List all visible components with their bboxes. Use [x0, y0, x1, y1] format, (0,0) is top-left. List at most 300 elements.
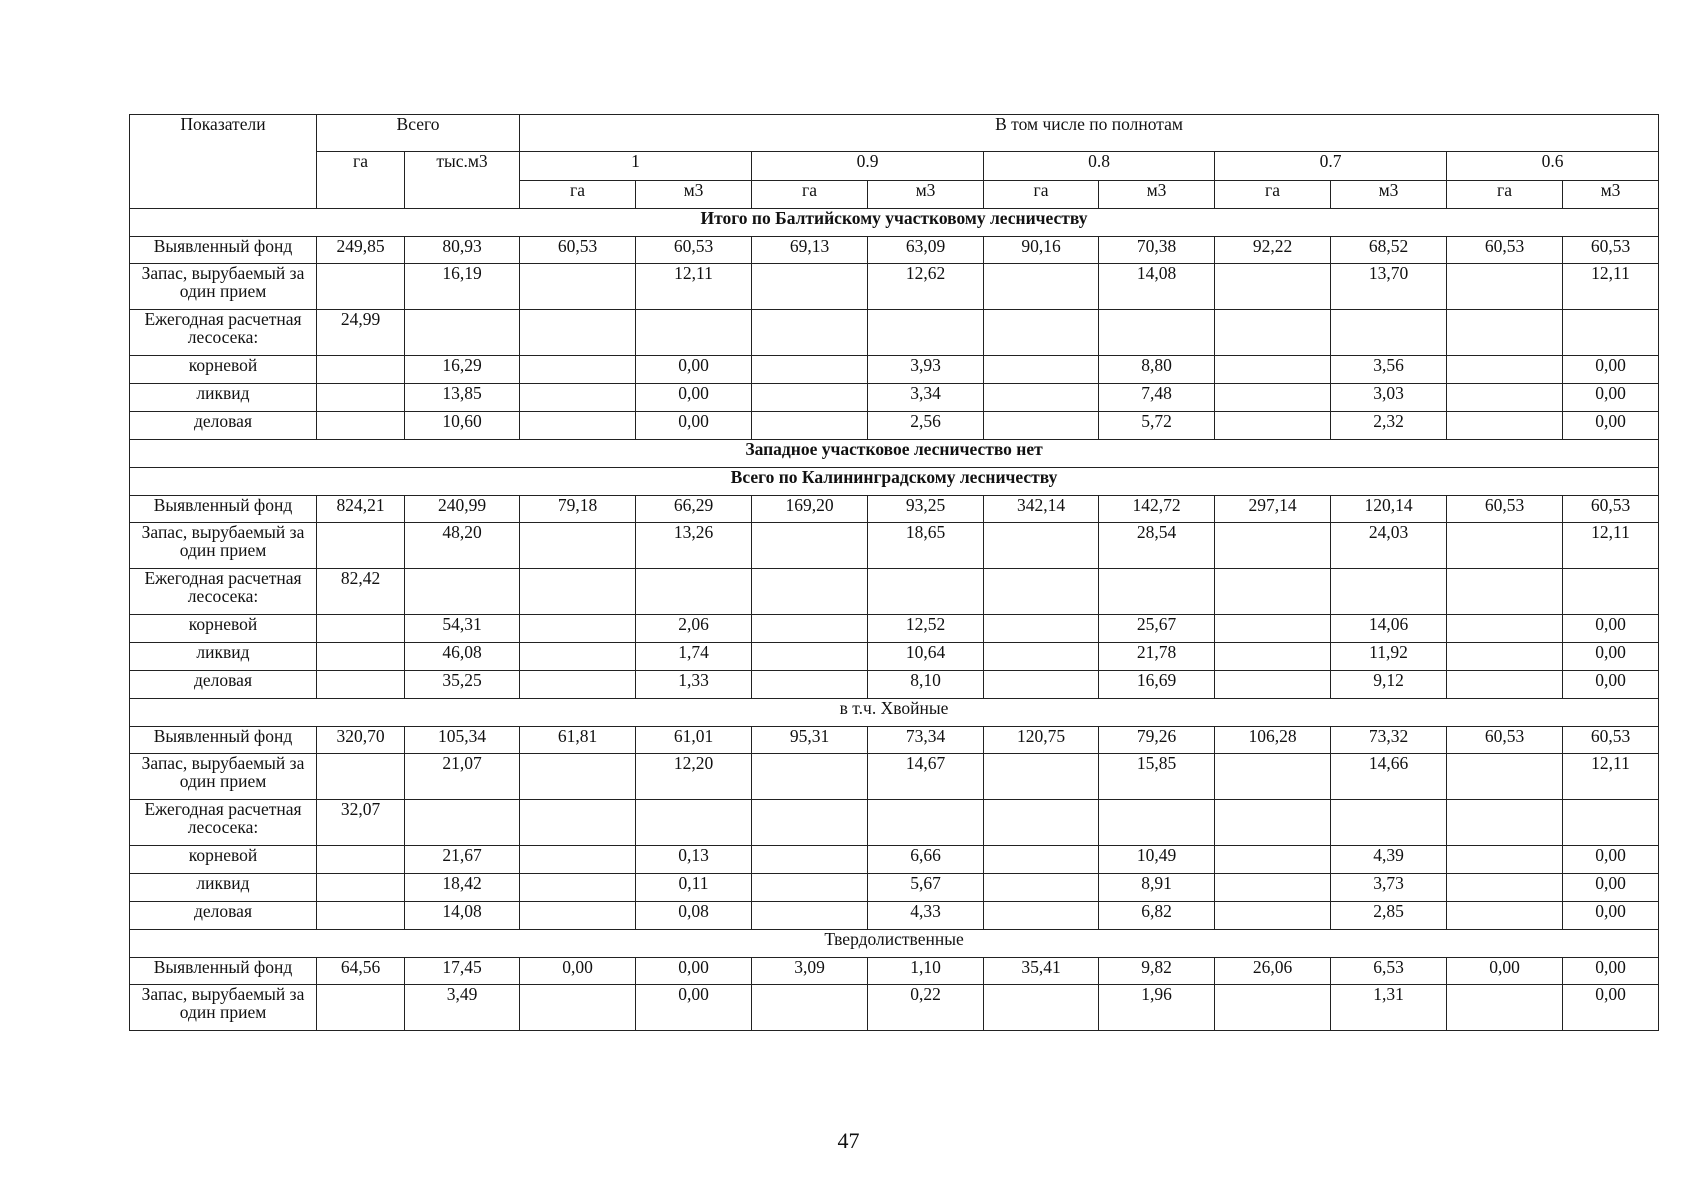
cell-d09-ha	[752, 800, 868, 846]
cell-d1-m3: 12,11	[636, 264, 752, 310]
cell-d06-m3: 0,00	[1563, 384, 1659, 412]
cell-d09-m3: 18,65	[868, 523, 984, 569]
cell-d09-ha	[752, 754, 868, 800]
cell-d07-ha: 297,14	[1215, 496, 1331, 523]
header-sub-ha: га	[1215, 181, 1331, 209]
cell-d07-m3: 2,85	[1331, 902, 1447, 930]
cell-total-thous-m3: 13,85	[405, 384, 520, 412]
section-title: Западное участковое лесничество нет	[130, 440, 1659, 468]
cell-d1-ha	[520, 523, 636, 569]
cell-d09-m3: 5,67	[868, 874, 984, 902]
cell-d1-ha	[520, 671, 636, 699]
cell-d08-ha	[984, 615, 1099, 643]
cell-d08-m3	[1099, 310, 1215, 356]
cell-d08-m3	[1099, 569, 1215, 615]
cell-d07-m3: 3,73	[1331, 874, 1447, 902]
cell-d07-ha: 26,06	[1215, 958, 1331, 985]
cell-d06-ha	[1447, 384, 1563, 412]
cell-d06-ha: 60,53	[1447, 496, 1563, 523]
cell-d1-m3	[636, 800, 752, 846]
cell-total-ha	[317, 615, 405, 643]
cell-d1-ha: 60,53	[520, 237, 636, 264]
cell-d09-ha: 3,09	[752, 958, 868, 985]
cell-d09-ha: 95,31	[752, 727, 868, 754]
cell-d1-m3: 13,26	[636, 523, 752, 569]
cell-d09-ha	[752, 846, 868, 874]
cell-d06-m3: 0,00	[1563, 958, 1659, 985]
cell-d06-m3: 0,00	[1563, 985, 1659, 1031]
section-header-row	[130, 440, 1659, 468]
cell-d08-ha	[984, 412, 1099, 440]
cell-d08-m3	[1099, 800, 1215, 846]
cell-d09-ha: 169,20	[752, 496, 868, 523]
section-header-row	[130, 468, 1659, 496]
cell-d07-m3: 11,92	[1331, 643, 1447, 671]
row-identified-fund	[130, 496, 1659, 523]
cell-d08-m3: 5,72	[1099, 412, 1215, 440]
cell-d1-ha	[520, 615, 636, 643]
cell-total-thous-m3: 48,20	[405, 523, 520, 569]
cell-d07-m3: 13,70	[1331, 264, 1447, 310]
cell-d1-ha	[520, 569, 636, 615]
cell-d09-ha	[752, 671, 868, 699]
cell-total-ha	[317, 985, 405, 1031]
cell-d07-ha	[1215, 671, 1331, 699]
cell-total-thous-m3: 14,08	[405, 902, 520, 930]
header-density-0-7: 0.7	[1215, 152, 1447, 181]
cell-d08-ha	[984, 643, 1099, 671]
header-total-thous-m3: тыс.м3	[405, 152, 520, 209]
cell-d06-m3: 0,00	[1563, 615, 1659, 643]
row-annual-cutting-area	[130, 800, 1659, 846]
cell-d08-m3: 9,82	[1099, 958, 1215, 985]
header-density-0-9: 0.9	[752, 152, 984, 181]
cell-d1-ha	[520, 643, 636, 671]
cell-d08-ha: 35,41	[984, 958, 1099, 985]
cell-label: Ежегодная расчетная лесосека:	[130, 310, 317, 356]
cell-d08-m3: 1,96	[1099, 985, 1215, 1031]
cell-total-ha: 24,99	[317, 310, 405, 356]
cell-total-thous-m3	[405, 800, 520, 846]
cell-d09-ha	[752, 356, 868, 384]
cell-d1-ha	[520, 384, 636, 412]
cell-d06-ha	[1447, 800, 1563, 846]
row-annual-cutting-area	[130, 310, 1659, 356]
cell-d07-m3: 73,32	[1331, 727, 1447, 754]
cell-label: ликвид	[130, 874, 317, 902]
cell-d06-m3	[1563, 569, 1659, 615]
cell-d07-ha	[1215, 754, 1331, 800]
cell-label: Запас, вырубаемый за один прием	[130, 523, 317, 569]
cell-total-ha	[317, 902, 405, 930]
cell-d09-m3: 10,64	[868, 643, 984, 671]
row-commercial-volume	[130, 671, 1659, 699]
cell-d08-m3: 28,54	[1099, 523, 1215, 569]
cell-d06-ha	[1447, 615, 1563, 643]
cell-total-thous-m3: 21,67	[405, 846, 520, 874]
cell-d08-ha: 120,75	[984, 727, 1099, 754]
header-sub-ha: га	[520, 181, 636, 209]
cell-d1-ha: 0,00	[520, 958, 636, 985]
cell-total-ha	[317, 356, 405, 384]
cell-label: ликвид	[130, 643, 317, 671]
row-root-volume	[130, 615, 1659, 643]
cell-d08-m3: 6,82	[1099, 902, 1215, 930]
cell-d09-ha	[752, 615, 868, 643]
cell-d07-ha	[1215, 523, 1331, 569]
cell-d06-ha	[1447, 356, 1563, 384]
header-sub-m3: м3	[1563, 181, 1659, 209]
cell-d06-ha: 60,53	[1447, 237, 1563, 264]
cell-d08-ha: 90,16	[984, 237, 1099, 264]
cell-d09-m3	[868, 569, 984, 615]
section-title: Твердолиственные	[130, 930, 1659, 958]
cell-d1-m3	[636, 310, 752, 356]
cell-d08-ha	[984, 310, 1099, 356]
row-liquid-volume	[130, 874, 1659, 902]
cell-d09-m3: 1,10	[868, 958, 984, 985]
cell-label: деловая	[130, 671, 317, 699]
cell-d09-ha	[752, 384, 868, 412]
cell-d06-m3: 60,53	[1563, 727, 1659, 754]
cell-d08-m3: 10,49	[1099, 846, 1215, 874]
row-harvest-stock	[130, 754, 1659, 800]
section-title: Всего по Калининградскому лесничеству	[130, 468, 1659, 496]
cell-d08-m3: 8,80	[1099, 356, 1215, 384]
cell-d07-ha	[1215, 643, 1331, 671]
cell-d09-m3: 4,33	[868, 902, 984, 930]
cell-label: деловая	[130, 412, 317, 440]
cell-d06-m3: 12,11	[1563, 523, 1659, 569]
cell-d07-ha	[1215, 412, 1331, 440]
page-number: 47	[837, 1128, 860, 1153]
cell-d08-m3: 15,85	[1099, 754, 1215, 800]
cell-label: Запас, вырубаемый за один прием	[130, 754, 317, 800]
cell-d09-ha	[752, 643, 868, 671]
cell-d1-ha	[520, 985, 636, 1031]
cell-d1-m3: 66,29	[636, 496, 752, 523]
cell-d09-ha	[752, 874, 868, 902]
cell-d07-m3: 14,06	[1331, 615, 1447, 643]
cell-total-ha	[317, 754, 405, 800]
cell-d09-m3: 8,10	[868, 671, 984, 699]
cell-total-ha	[317, 412, 405, 440]
cell-d07-m3	[1331, 569, 1447, 615]
cell-d09-m3: 73,34	[868, 727, 984, 754]
cell-d06-m3: 12,11	[1563, 754, 1659, 800]
cell-d09-m3: 12,62	[868, 264, 984, 310]
cell-label: ликвид	[130, 384, 317, 412]
cell-d06-m3: 0,00	[1563, 874, 1659, 902]
cell-d07-ha	[1215, 615, 1331, 643]
cell-total-thous-m3: 46,08	[405, 643, 520, 671]
cell-total-ha	[317, 264, 405, 310]
cell-d08-ha	[984, 523, 1099, 569]
row-commercial-volume	[130, 412, 1659, 440]
cell-total-thous-m3: 16,29	[405, 356, 520, 384]
cell-d07-m3: 1,31	[1331, 985, 1447, 1031]
cell-d06-ha	[1447, 412, 1563, 440]
cell-d1-m3: 0,00	[636, 958, 752, 985]
cell-d08-ha	[984, 671, 1099, 699]
cell-d1-m3: 0,00	[636, 384, 752, 412]
row-harvest-stock	[130, 264, 1659, 310]
cell-d09-m3: 2,56	[868, 412, 984, 440]
cell-total-thous-m3	[405, 569, 520, 615]
section-header-row	[130, 209, 1659, 237]
cell-d08-ha	[984, 846, 1099, 874]
cell-label: Выявленный фонд	[130, 727, 317, 754]
cell-d08-m3: 142,72	[1099, 496, 1215, 523]
cell-d07-ha	[1215, 902, 1331, 930]
cell-d1-m3: 2,06	[636, 615, 752, 643]
cell-d08-m3: 7,48	[1099, 384, 1215, 412]
cell-d09-ha	[752, 264, 868, 310]
cell-total-thous-m3: 18,42	[405, 874, 520, 902]
cell-d07-m3: 3,03	[1331, 384, 1447, 412]
cell-total-ha: 82,42	[317, 569, 405, 615]
cell-d06-m3: 60,53	[1563, 237, 1659, 264]
cell-d06-ha: 0,00	[1447, 958, 1563, 985]
cell-d09-ha	[752, 310, 868, 356]
cell-d07-ha	[1215, 384, 1331, 412]
cell-d06-ha	[1447, 902, 1563, 930]
cell-total-ha	[317, 643, 405, 671]
cell-d09-ha	[752, 902, 868, 930]
cell-d1-m3: 60,53	[636, 237, 752, 264]
cell-d1-m3: 0,13	[636, 846, 752, 874]
cell-d1-m3	[636, 569, 752, 615]
cell-d09-m3: 63,09	[868, 237, 984, 264]
cell-d06-m3: 0,00	[1563, 671, 1659, 699]
row-harvest-stock	[130, 985, 1659, 1031]
cell-d07-m3: 3,56	[1331, 356, 1447, 384]
cell-d06-ha	[1447, 643, 1563, 671]
cell-d09-m3	[868, 310, 984, 356]
cell-label: корневой	[130, 615, 317, 643]
cell-d06-ha	[1447, 846, 1563, 874]
row-identified-fund	[130, 958, 1659, 985]
cell-total-thous-m3: 240,99	[405, 496, 520, 523]
cell-d07-ha	[1215, 356, 1331, 384]
cell-d1-ha	[520, 356, 636, 384]
cell-d1-ha	[520, 902, 636, 930]
section-title: в т.ч. Хвойные	[130, 699, 1659, 727]
section-title: Итого по Балтийскому участковому лесничеству	[130, 209, 1659, 237]
cell-d07-ha: 106,28	[1215, 727, 1331, 754]
cell-d06-m3: 12,11	[1563, 264, 1659, 310]
cell-d07-m3	[1331, 800, 1447, 846]
header-density-0-6: 0.6	[1447, 152, 1659, 181]
cell-d06-ha	[1447, 569, 1563, 615]
cell-total-ha	[317, 523, 405, 569]
cell-label: корневой	[130, 356, 317, 384]
cell-d1-ha	[520, 310, 636, 356]
forest-fund-table	[129, 114, 1659, 1031]
cell-label: Выявленный фонд	[130, 958, 317, 985]
cell-d1-ha	[520, 846, 636, 874]
cell-d06-m3: 0,00	[1563, 846, 1659, 874]
cell-d07-ha	[1215, 264, 1331, 310]
cell-d07-m3: 6,53	[1331, 958, 1447, 985]
cell-total-thous-m3: 54,31	[405, 615, 520, 643]
cell-d07-m3: 24,03	[1331, 523, 1447, 569]
cell-d1-m3: 0,11	[636, 874, 752, 902]
cell-total-ha: 824,21	[317, 496, 405, 523]
cell-d07-ha	[1215, 800, 1331, 846]
cell-d09-m3: 6,66	[868, 846, 984, 874]
cell-d09-m3: 12,52	[868, 615, 984, 643]
cell-d08-m3: 14,08	[1099, 264, 1215, 310]
cell-label: Выявленный фонд	[130, 496, 317, 523]
header-sub-ha: га	[984, 181, 1099, 209]
cell-label: корневой	[130, 846, 317, 874]
cell-d06-m3	[1563, 800, 1659, 846]
cell-total-thous-m3: 105,34	[405, 727, 520, 754]
cell-d06-m3: 0,00	[1563, 356, 1659, 384]
cell-d08-ha	[984, 874, 1099, 902]
cell-d08-ha	[984, 384, 1099, 412]
cell-d07-m3: 9,12	[1331, 671, 1447, 699]
cell-label: Запас, вырубаемый за один прием	[130, 264, 317, 310]
cell-d1-ha	[520, 874, 636, 902]
cell-d1-ha	[520, 264, 636, 310]
cell-d09-m3: 3,93	[868, 356, 984, 384]
cell-d07-m3: 4,39	[1331, 846, 1447, 874]
cell-d1-m3: 0,00	[636, 356, 752, 384]
cell-d06-ha	[1447, 874, 1563, 902]
cell-d08-ha	[984, 800, 1099, 846]
row-commercial-volume	[130, 902, 1659, 930]
cell-d08-m3: 25,67	[1099, 615, 1215, 643]
header-total: Всего	[317, 115, 520, 152]
cell-total-thous-m3: 35,25	[405, 671, 520, 699]
cell-d08-m3: 8,91	[1099, 874, 1215, 902]
cell-d06-ha	[1447, 754, 1563, 800]
header-sub-m3: м3	[1331, 181, 1447, 209]
cell-d07-m3: 120,14	[1331, 496, 1447, 523]
row-identified-fund	[130, 727, 1659, 754]
header-indicators: Показатели	[130, 115, 317, 209]
cell-total-thous-m3: 3,49	[405, 985, 520, 1031]
cell-d09-m3: 0,22	[868, 985, 984, 1031]
cell-total-ha: 64,56	[317, 958, 405, 985]
cell-total-ha: 249,85	[317, 237, 405, 264]
cell-d07-ha	[1215, 569, 1331, 615]
cell-total-thous-m3: 80,93	[405, 237, 520, 264]
row-identified-fund	[130, 237, 1659, 264]
cell-d09-ha	[752, 985, 868, 1031]
cell-total-ha	[317, 384, 405, 412]
cell-d09-ha: 69,13	[752, 237, 868, 264]
cell-d06-ha	[1447, 985, 1563, 1031]
cell-d08-m3: 79,26	[1099, 727, 1215, 754]
cell-d08-ha	[984, 902, 1099, 930]
cell-d1-ha: 79,18	[520, 496, 636, 523]
cell-total-ha	[317, 846, 405, 874]
cell-label: Ежегодная расчетная лесосека:	[130, 800, 317, 846]
cell-total-ha	[317, 671, 405, 699]
section-header-row	[130, 699, 1659, 727]
header-density-0-8: 0.8	[984, 152, 1215, 181]
cell-label: Запас, вырубаемый за один прием	[130, 985, 317, 1031]
cell-d09-m3: 3,34	[868, 384, 984, 412]
cell-d08-ha	[984, 264, 1099, 310]
cell-d07-m3: 68,52	[1331, 237, 1447, 264]
cell-d08-m3: 16,69	[1099, 671, 1215, 699]
cell-d08-m3: 70,38	[1099, 237, 1215, 264]
cell-d08-ha: 342,14	[984, 496, 1099, 523]
cell-d08-ha	[984, 985, 1099, 1031]
cell-d06-m3: 60,53	[1563, 496, 1659, 523]
header-density-1: 1	[520, 152, 752, 181]
row-annual-cutting-area	[130, 569, 1659, 615]
cell-d06-ha: 60,53	[1447, 727, 1563, 754]
cell-d1-m3: 61,01	[636, 727, 752, 754]
cell-d09-ha	[752, 523, 868, 569]
cell-d06-ha	[1447, 523, 1563, 569]
cell-d07-m3	[1331, 310, 1447, 356]
cell-label: деловая	[130, 902, 317, 930]
row-root-volume	[130, 846, 1659, 874]
header-sub-m3: м3	[1099, 181, 1215, 209]
cell-d09-m3: 93,25	[868, 496, 984, 523]
cell-d09-m3: 14,67	[868, 754, 984, 800]
cell-label: Выявленный фонд	[130, 237, 317, 264]
section-header-row	[130, 930, 1659, 958]
cell-total-thous-m3: 10,60	[405, 412, 520, 440]
cell-d09-ha	[752, 569, 868, 615]
cell-d07-ha	[1215, 874, 1331, 902]
cell-d08-ha	[984, 569, 1099, 615]
cell-d06-ha	[1447, 671, 1563, 699]
cell-total-ha: 320,70	[317, 727, 405, 754]
header-total-ha: га	[317, 152, 405, 209]
header-by-density: В том числе по полнотам	[520, 115, 1659, 152]
cell-d1-ha	[520, 754, 636, 800]
cell-d1-m3: 0,00	[636, 412, 752, 440]
cell-d1-ha: 61,81	[520, 727, 636, 754]
cell-d07-m3: 2,32	[1331, 412, 1447, 440]
cell-total-thous-m3	[405, 310, 520, 356]
row-harvest-stock	[130, 523, 1659, 569]
cell-d08-ha	[984, 356, 1099, 384]
cell-d1-m3: 1,74	[636, 643, 752, 671]
row-liquid-volume	[130, 643, 1659, 671]
cell-d1-ha	[520, 412, 636, 440]
header-sub-ha: га	[1447, 181, 1563, 209]
cell-total-ha: 32,07	[317, 800, 405, 846]
cell-d06-ha	[1447, 264, 1563, 310]
cell-d06-m3	[1563, 310, 1659, 356]
cell-d1-m3: 0,08	[636, 902, 752, 930]
cell-d07-ha	[1215, 985, 1331, 1031]
header-sub-ha: га	[752, 181, 868, 209]
cell-total-thous-m3: 21,07	[405, 754, 520, 800]
cell-d1-ha	[520, 800, 636, 846]
row-liquid-volume	[130, 384, 1659, 412]
cell-d07-ha	[1215, 310, 1331, 356]
cell-d09-m3	[868, 800, 984, 846]
cell-d07-ha	[1215, 846, 1331, 874]
cell-d1-m3: 12,20	[636, 754, 752, 800]
cell-label: Ежегодная расчетная лесосека:	[130, 569, 317, 615]
header-sub-m3: м3	[636, 181, 752, 209]
cell-d07-ha: 92,22	[1215, 237, 1331, 264]
row-root-volume	[130, 356, 1659, 384]
cell-d06-m3: 0,00	[1563, 902, 1659, 930]
cell-d1-m3: 1,33	[636, 671, 752, 699]
